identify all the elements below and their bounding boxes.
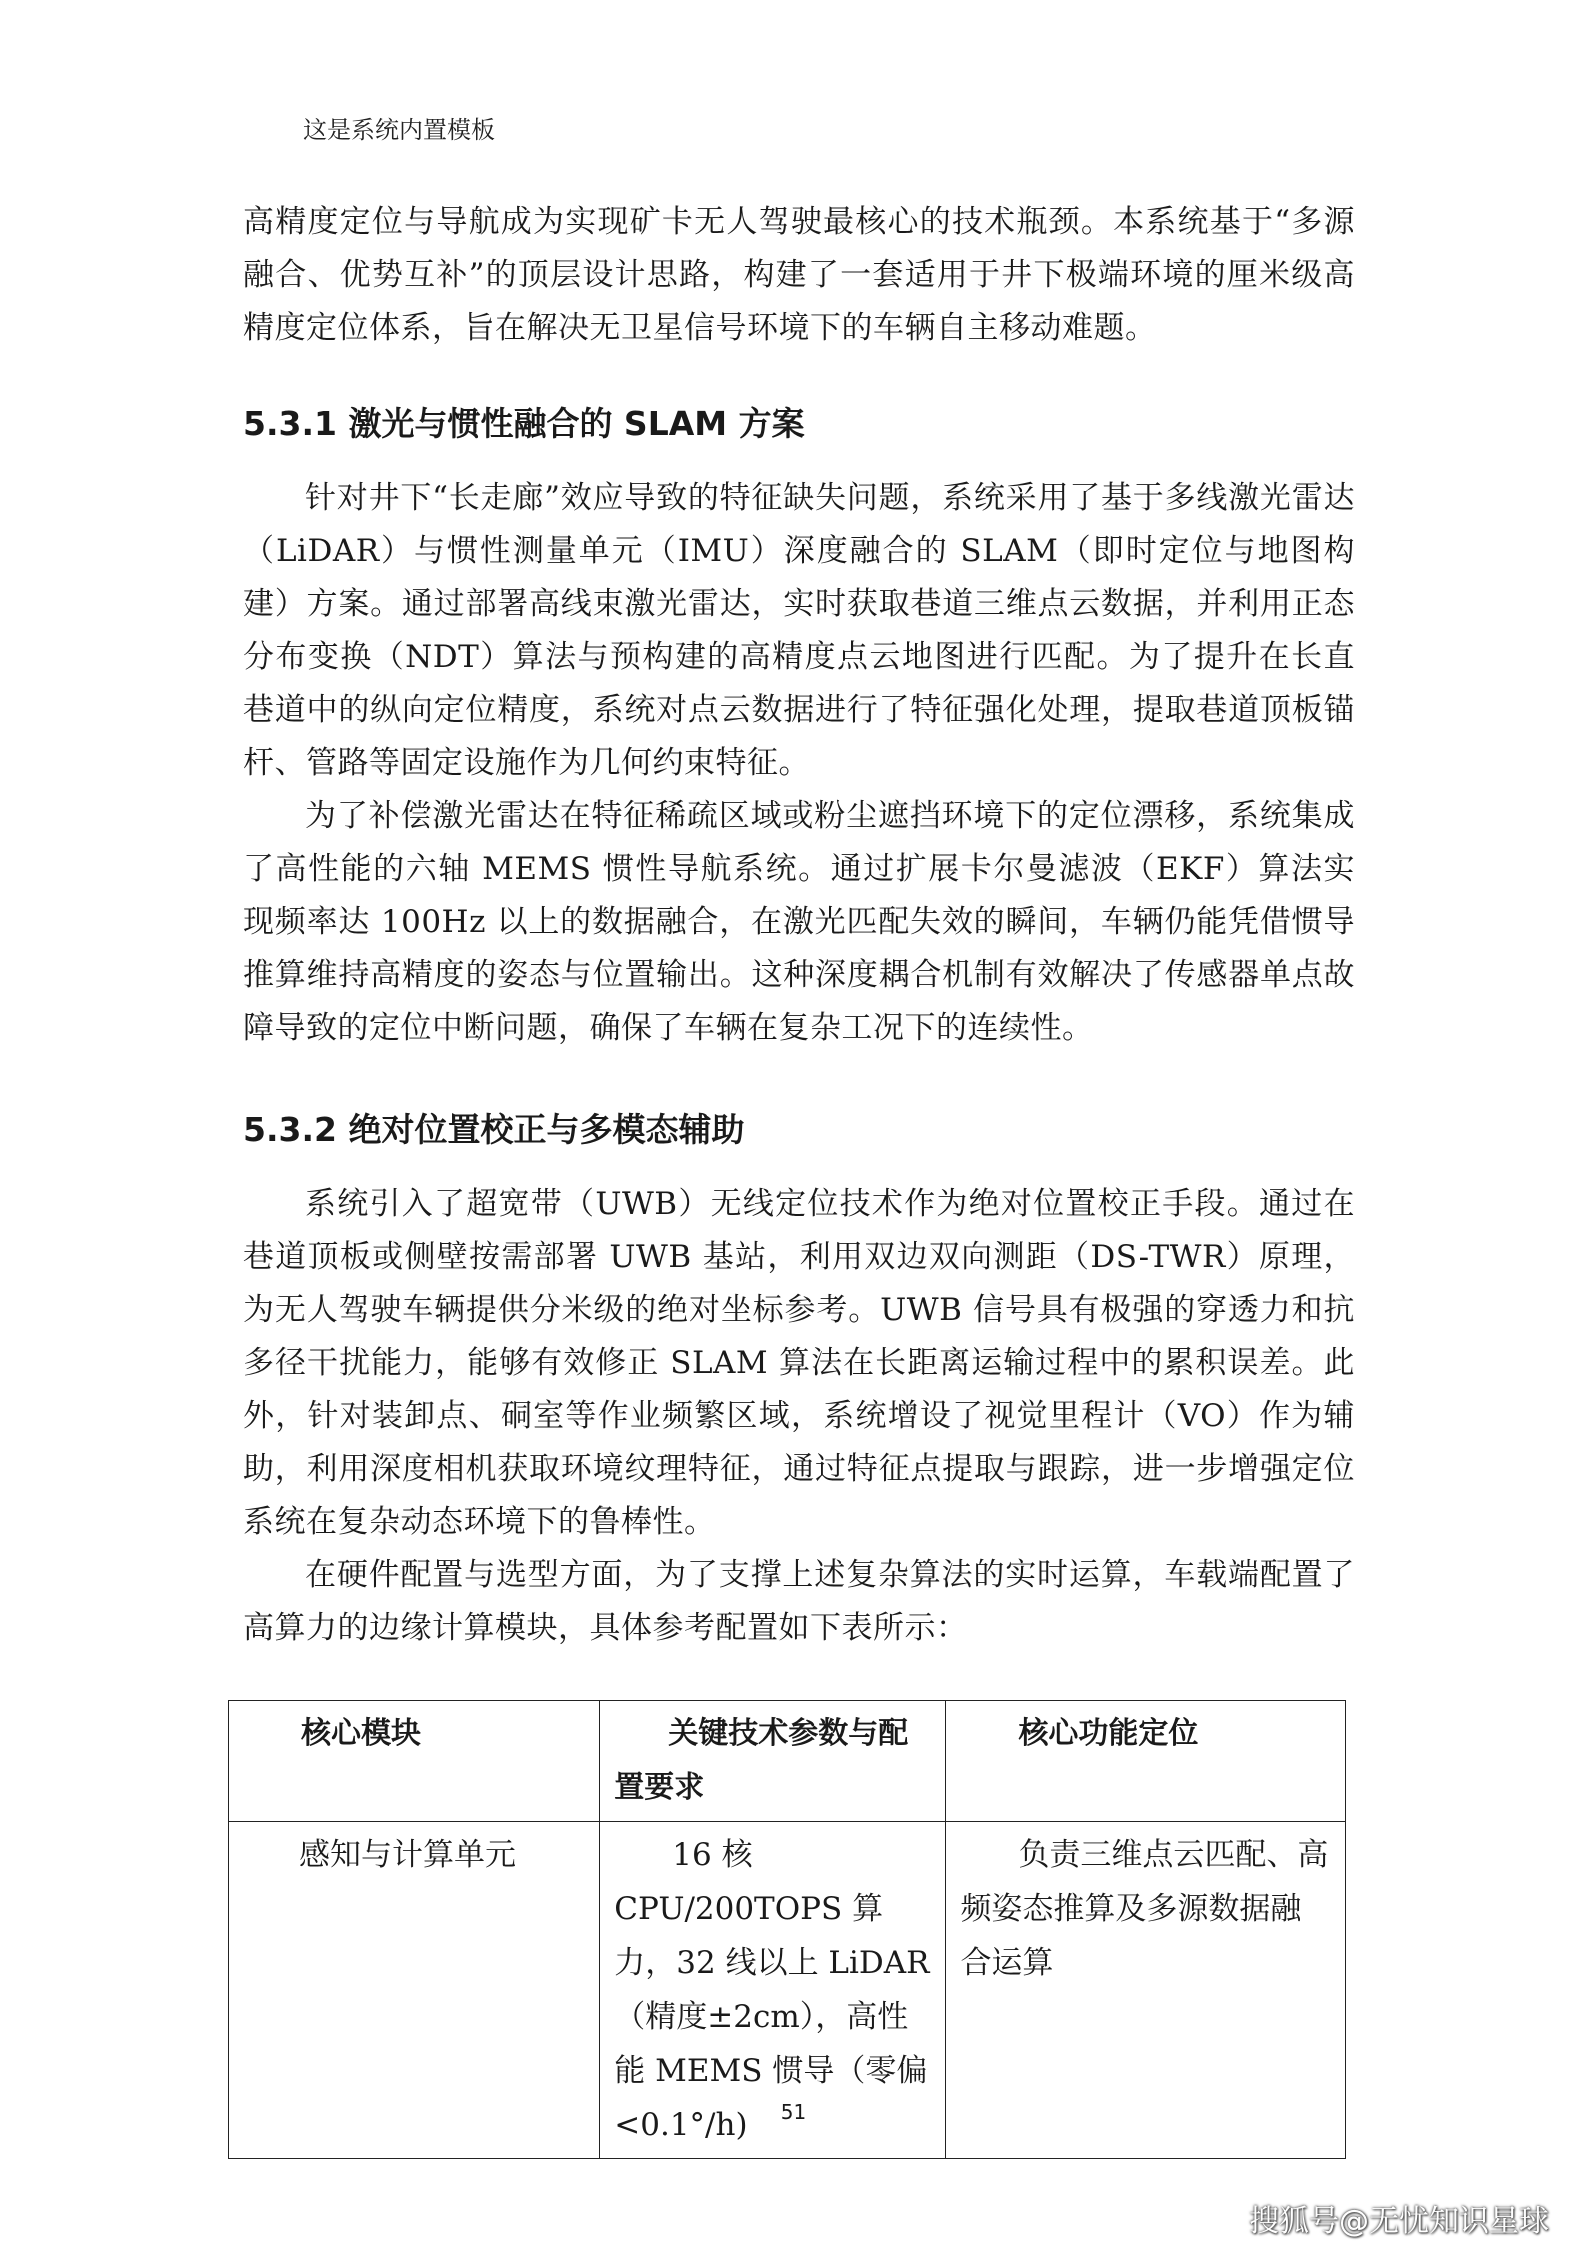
section1-paragraph-1: 针对井下“长走廊”效应导致的特征缺失问题，系统采用了基于多线激光雷达（LiDAR）与惯性测量单元（IMU）深度融合的 SLAM（即时定位与地图构建）方案。通过部署高线束激光雷达，实时获取巷道三维点云数据，并利用正态分布变换（NDT）算法与预构建的高精度点云地图进行匹配。为了提升在长直巷道中的纵向定位精度，系统对点云数据进行了特征强化处理，提取巷道顶板锚杆、管路等固定设施作为几何约束特征。 — [243, 480, 1355, 781]
watermark: 搜狐号@无忧知识星球 — [1249, 2204, 1549, 2239]
table-header-row — [229, 1701, 1346, 1822]
section-heading-5-3-2: 5.3.2 绝对位置校正与多模态辅助 — [243, 1110, 745, 1149]
section2-paragraph-2: 在硬件配置与选型方面，为了支撑上述复杂算法的实时运算，车载端配置了高算力的边缘计算模块，具体参考配置如下表所示： — [243, 1557, 1355, 1646]
hardware-config-table — [228, 1700, 1346, 2159]
page-header: 这是系统内置模板 — [303, 116, 495, 144]
table-cell-module: 感知与计算单元 — [229, 1822, 600, 2159]
section1-paragraph-2: 为了补偿激光雷达在特征稀疏区域或粉尘遮挡环境下的定位漂移，系统集成了高性能的六轴 MEMS 惯性导航系统。通过扩展卡尔曼滤波（EKF）算法实现频率达 100Hz 以上的数据融合，在激光匹配失效的瞬间，车辆仍能凭借惯导推算维持高精度的姿态与位置输出。这种深度耦合机制有效解决了传感器单点故障导致的定位中断问题，确保了车辆在复杂工况下的连续性。 — [243, 798, 1355, 1046]
table-header-cell: 核心模块 — [229, 1701, 600, 1822]
document-body — [243, 196, 1355, 1655]
table-cell-function: 负责三维点云匹配、高频姿态推算及多源数据融合运算 — [946, 1822, 1346, 2159]
table-cell-params: 16 核 CPU/200TOPS 算力，32 线以上 LiDAR（精度±2cm），高性能 MEMS 惯导（零偏<0.1°/h) — [600, 1822, 946, 2159]
intro-paragraph: 高精度定位与导航成为实现矿卡无人驾驶最核心的技术瓶颈。本系统基于“多源融合、优势互补”的顶层设计思路，构建了一套适用于井下极端环境的厘米级高精度定位体系，旨在解决无卫星信号环境下的车辆自主移动难题。 — [243, 204, 1355, 346]
table-header-cell: 关键技术参数与配置要求 — [600, 1701, 946, 1822]
page-number: 51 — [780, 2100, 807, 2124]
section-heading-5-3-1: 5.3.1 激光与惯性融合的 SLAM 方案 — [243, 404, 805, 443]
table-header-cell: 核心功能定位 — [946, 1701, 1346, 1822]
section2-paragraph-1: 系统引入了超宽带（UWB）无线定位技术作为绝对位置校正手段。通过在巷道顶板或侧壁按需部署 UWB 基站，利用双边双向测距（DS-TWR）原理，为无人驾驶车辆提供分米级的绝对坐标参考。UWB 信号具有极强的穿透力和抗多径干扰能力，能够有效修正 SLAM 算法在长距离运输过程中的累积误差。此外，针对装卸点、硐室等作业频繁区域，系统增设了视觉里程计（VO）作为辅助，利用深度相机获取环境纹理特征，通过特征点提取与跟踪，进一步增强定位系统在复杂动态环境下的鲁棒性。 — [243, 1186, 1355, 1540]
